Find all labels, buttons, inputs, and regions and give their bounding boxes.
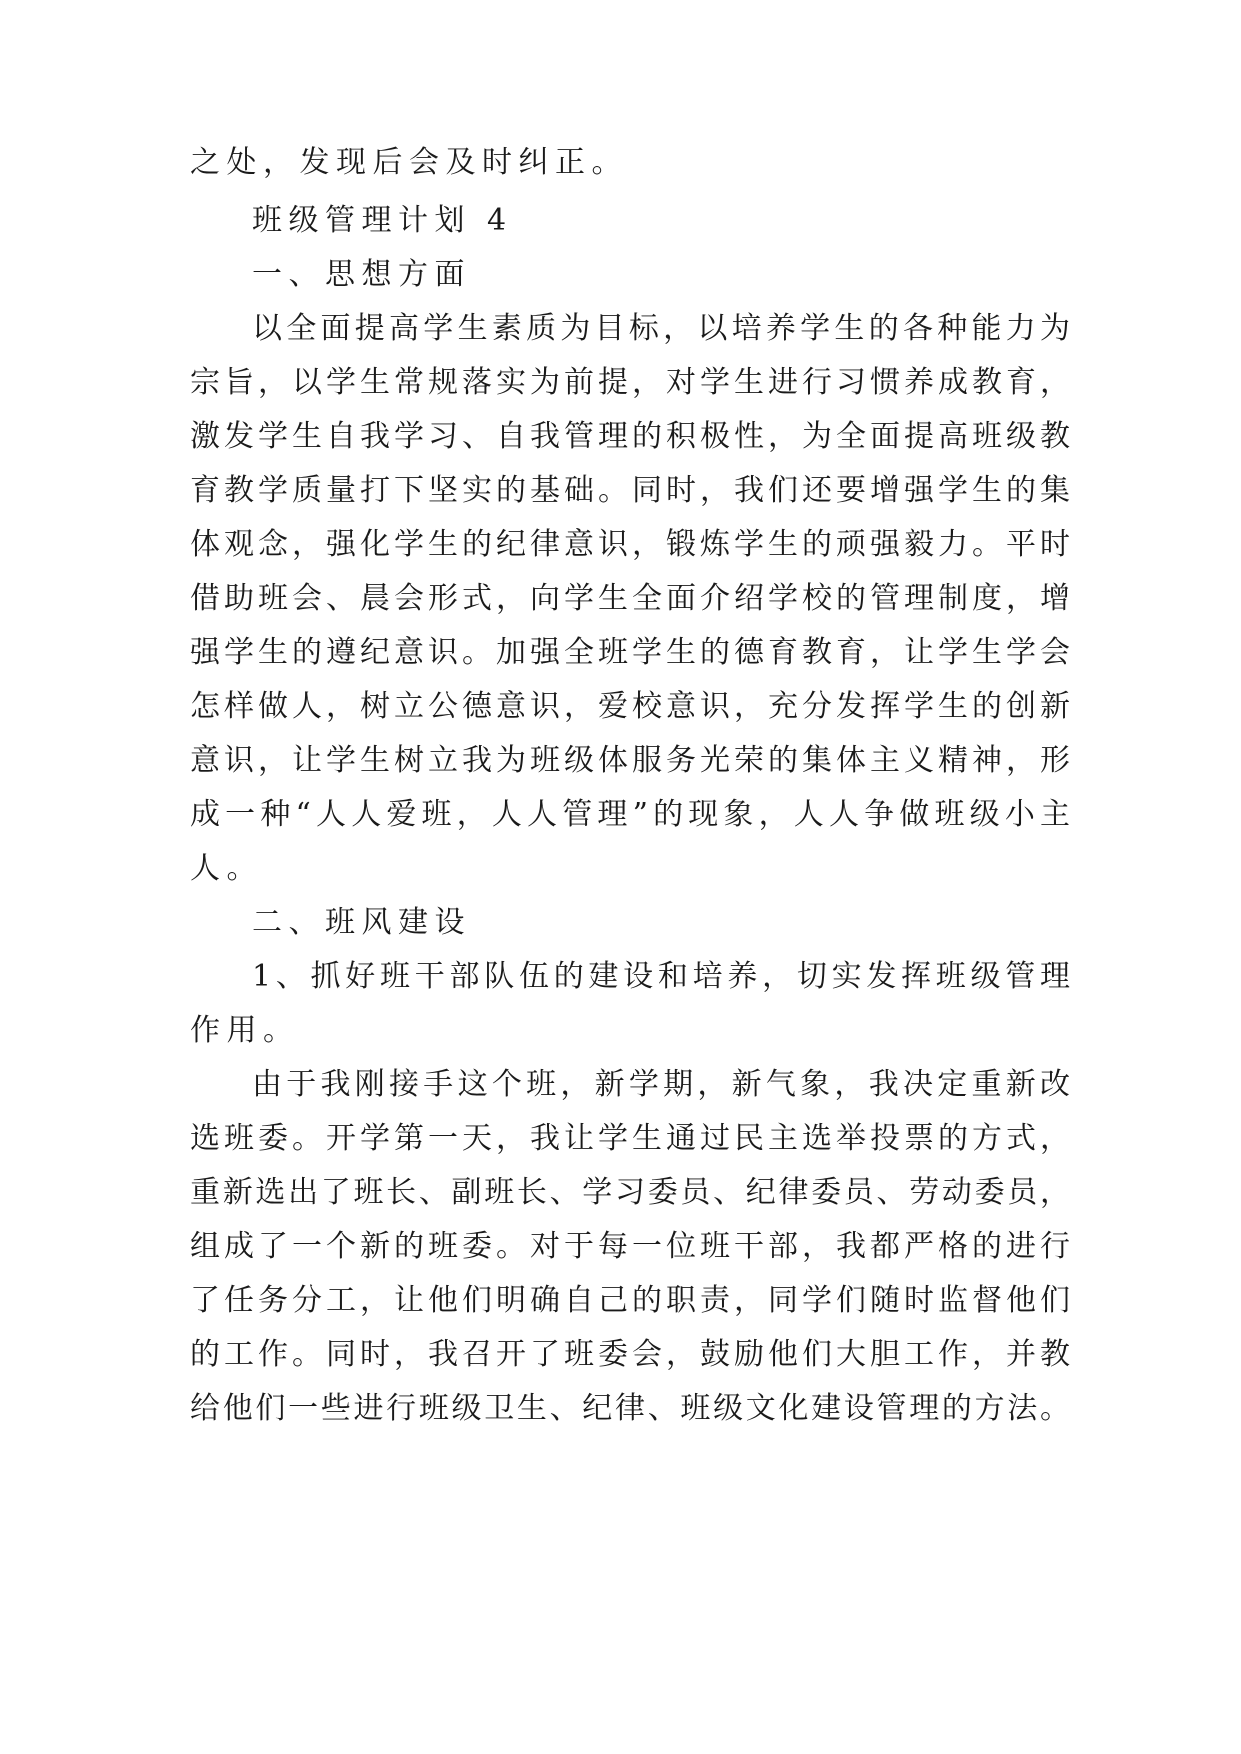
section-title: 班级管理计划 4	[252, 203, 513, 238]
text-line: 组成了一个新的班委。对于每一位班干部，我都严格的进行	[190, 1229, 1070, 1264]
text-line: 以全面提高学生素质为目标，以培养学生的各种能力为	[252, 311, 1070, 346]
text-line: 育教学质量打下坚实的基础。同时，我们还要增强学生的集	[190, 473, 1070, 508]
text-line: 作用。	[190, 1013, 300, 1048]
text-line: 重新选出了班长、副班长、学习委员、纪律委员、劳动委员，	[190, 1175, 1070, 1210]
text-line: 体观念，强化学生的纪律意识，锻炼学生的顽强毅力。平时	[190, 527, 1070, 562]
text-line: 之处，发现后会及时纠正。	[190, 145, 628, 180]
text-line: 由于我刚接手这个班，新学期，新气象，我决定重新改	[252, 1067, 1070, 1102]
text-line: 怎样做人，树立公德意识，爱校意识，充分发挥学生的创新	[190, 689, 1070, 724]
text-line: 选班委。开学第一天，我让学生通过民主选举投票的方式，	[190, 1121, 1070, 1156]
section-heading: 二、班风建设	[252, 905, 471, 940]
text-line: 宗旨，以学生常规落实为前提，对学生进行习惯养成教育，	[190, 365, 1070, 400]
text-line: 了任务分工，让他们明确自己的职责，同学们随时监督他们	[190, 1283, 1070, 1318]
text-line: 激发学生自我学习、自我管理的积极性，为全面提高班级教	[190, 419, 1070, 454]
section-heading: 一、思想方面	[252, 257, 471, 292]
text-line: 人。	[190, 851, 263, 886]
text-line: 借助班会、晨会形式，向学生全面介绍学校的管理制度，增	[190, 581, 1070, 616]
text-line: 给他们一些进行班级卫生、纪律、班级文化建设管理的方法。	[190, 1391, 1070, 1426]
text-line: 的工作。同时，我召开了班委会，鼓励他们大胆工作，并教	[190, 1337, 1070, 1372]
text-line: 1、抓好班干部队伍的建设和培养，切实发挥班级管理	[252, 959, 1070, 994]
text-line: 成一种“人人爱班，人人管理”的现象，人人争做班级小主	[190, 797, 1070, 832]
text-line: 强学生的遵纪意识。加强全班学生的德育教育，让学生学会	[190, 635, 1070, 670]
text-line: 意识，让学生树立我为班级体服务光荣的集体主义精神，形	[190, 743, 1070, 778]
